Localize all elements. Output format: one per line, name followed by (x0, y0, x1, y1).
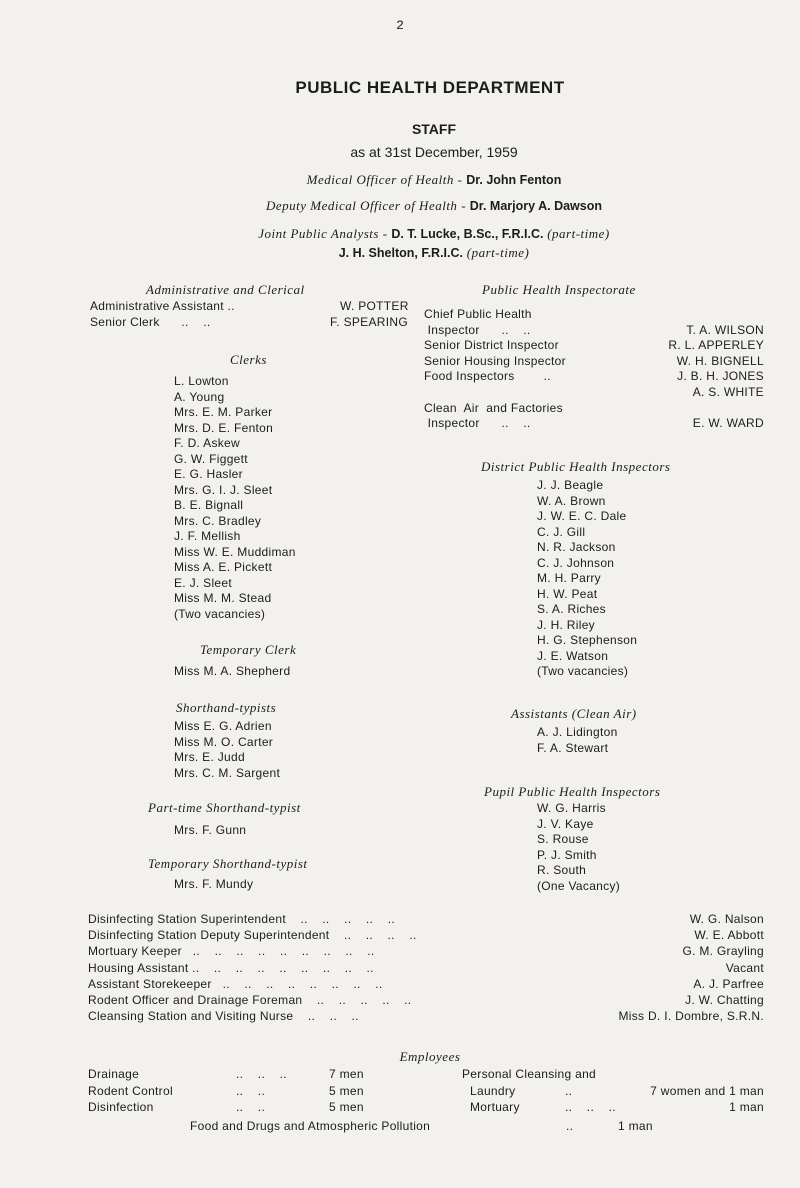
clerks-list (174, 374, 296, 622)
part-time-typist-name: Mrs. F. Gunn (174, 823, 247, 837)
as-at-date: as at 31st December, 1959 (350, 144, 518, 160)
employees-heading: Employees (399, 1049, 461, 1064)
officer-line (0, 226, 800, 243)
inspectorate-label: Chief Public Health (424, 307, 532, 321)
pupil-inspector-name: (One Vacancy) (537, 878, 621, 893)
employee-count: 1 man (729, 1100, 764, 1114)
department-title: PUBLIC HEALTH DEPARTMENT (295, 78, 565, 97)
typist-name: Mrs. C. M. Sargent (174, 765, 281, 780)
post-label: Disinfecting Station Deputy Superintendent .. .. .. .. (88, 928, 417, 943)
district-inspector-name: H. G. Stephenson (537, 633, 638, 647)
inspectorate-name: T. A. WILSON (686, 322, 764, 337)
inspectorate-heading: Public Health Inspectorate (482, 282, 636, 297)
page-number: 2 (396, 18, 404, 33)
clerks-heading: Clerks (230, 352, 267, 367)
district-inspector-name: S. A. Riches (537, 602, 606, 616)
inspectorate-name: E. W. WARD (692, 416, 764, 431)
district-inspector-name: C. J. Gill (537, 524, 586, 539)
food-drugs-dots: .. (566, 1119, 574, 1133)
post-label: Mortuary Keeper .. .. .. .. .. .. .. .. .. (88, 944, 375, 959)
pupil-inspector-name: W. G. Harris (537, 801, 606, 815)
clerk-name: G. W. Figgett (174, 451, 248, 466)
post-label: Assistant Storekeeper .. .. .. .. .. .. .. .. (88, 976, 383, 991)
clerk-name: Mrs. G. I. J. Sleet (174, 482, 273, 497)
assistant-name: A. J. Lidington (537, 725, 618, 739)
employee-count: 7 women and 1 man (650, 1083, 764, 1098)
district-inspector-name: J. H. Riley (537, 617, 595, 632)
clerk-name: J. F. Mellish (174, 529, 241, 543)
temporary-typist-heading: Temporary Shorthand-typist (148, 856, 308, 871)
inspectorate-label: Inspector .. .. (424, 322, 531, 337)
employee-dots: .. .. (236, 1100, 266, 1114)
post-holder: Vacant (725, 960, 764, 975)
employee-category: Rodent Control (88, 1083, 173, 1098)
shorthand-typists-list (174, 719, 280, 781)
part-time-typist-heading: Part-time Shorthand-typist (148, 800, 301, 815)
admin-row-name: F. SPEARING (330, 315, 408, 329)
employee-count: 5 men (329, 1100, 364, 1114)
inspectorate-name: A. S. WHITE (692, 385, 764, 399)
post-holder: G. M. Grayling (682, 944, 764, 959)
employee-count: 5 men (329, 1083, 364, 1098)
food-drugs-label: Food and Drugs and Atmospheric Pollution (190, 1119, 431, 1133)
clerk-name: Miss M. M. Stead (174, 591, 272, 605)
officer-name: J. H. Shelton, F.R.I.C. (338, 246, 464, 260)
officer-line (0, 198, 800, 215)
employee-category: Laundry (470, 1083, 516, 1098)
admin-row-label: Administrative Assistant .. (90, 299, 235, 313)
typist-name: Mrs. E. Judd (174, 750, 245, 764)
staff-heading: STAFF (411, 121, 457, 137)
pupil-inspector-name: P. J. Smith (537, 847, 597, 862)
clerk-name: Miss A. E. Pickett (174, 560, 273, 574)
officer-separator: - (453, 172, 467, 187)
inspectorate-label: Food Inspectors .. (424, 369, 551, 384)
district-inspector-name: H. W. Peat (537, 586, 598, 601)
officer-suffix: (part-time) (543, 226, 610, 241)
clerk-name: Miss W. E. Muddiman (174, 544, 296, 559)
temporary-clerk-heading: Temporary Clerk (200, 642, 297, 657)
post-label: Cleansing Station and Visiting Nurse .. .. .. (88, 1009, 359, 1024)
employee-dots: .. (565, 1083, 573, 1098)
officer-separator: - (457, 198, 470, 213)
employee-category: Drainage (88, 1067, 140, 1081)
clerk-name: E. J. Sleet (174, 575, 232, 590)
officer-title: Deputy Medical Officer of Health (265, 198, 458, 213)
pupil-inspectors-list (537, 801, 620, 894)
clerk-name: L. Lowton (174, 374, 229, 388)
district-inspector-name: (Two vacancies) (537, 664, 629, 678)
district-inspector-name: N. R. Jackson (537, 540, 616, 554)
typist-name: Miss M. O. Carter (174, 734, 274, 749)
clerk-name: Mrs. C. Bradley (174, 513, 262, 528)
temporary-clerk-name: Miss M. A. Shepherd (174, 664, 291, 678)
clerk-name: Mrs. E. M. Parker (174, 405, 273, 419)
inspectorate-label: Inspector .. .. (424, 416, 531, 431)
district-inspector-name: M. H. Parry (537, 571, 601, 585)
assistants-list (537, 725, 618, 756)
pupil-inspector-name: J. V. Kaye (537, 816, 594, 831)
officer-name: Dr. John Fenton (466, 173, 562, 187)
employee-dots: .. .. .. (565, 1100, 616, 1114)
inspectorate-name: J. B. H. JONES (677, 369, 764, 384)
typist-name: Miss E. G. Adrien (174, 719, 272, 733)
admin-row-label: Senior Clerk .. .. (90, 315, 211, 329)
clerk-name: E. G. Hasler (174, 467, 243, 481)
district-inspectors-heading: District Public Health Inspectors (481, 459, 671, 474)
shorthand-typists-heading: Shorthand-typists (176, 700, 277, 715)
post-label: Disinfecting Station Superintendent .. .. .. .. .. (88, 912, 395, 926)
employee-dots: .. .. .. (236, 1067, 287, 1081)
employee-category: Mortuary (470, 1100, 520, 1114)
admin-clerical-heading: Administrative and Clerical (146, 282, 305, 297)
employee-category: Disinfection (88, 1100, 154, 1114)
officer-suffix: (part-time) (463, 245, 530, 260)
post-label: Housing Assistant .. .. .. .. .. .. .. .. .. (88, 960, 374, 975)
pupil-inspectors-heading: Pupil Public Health Inspectors (484, 784, 661, 799)
temporary-typist-name: Mrs. F. Mundy (174, 877, 254, 891)
assistants-heading: Assistants (Clean Air) (511, 706, 637, 721)
assistant-name: F. A. Stewart (537, 740, 609, 755)
officer-title: Joint Public Analysts (258, 226, 379, 241)
post-holder: J. W. Chatting (685, 993, 764, 1007)
post-holder: W. G. Nalson (689, 912, 764, 926)
post-holder: A. J. Parfree (693, 976, 764, 991)
district-inspector-name: J. E. Watson (537, 648, 609, 663)
district-inspector-name: W. A. Brown (537, 493, 606, 508)
officer-line (0, 245, 800, 262)
clerk-name: (Two vacancies) (174, 606, 266, 621)
clerk-name: A. Young (174, 389, 225, 404)
officer-title: Medical Officer of Health (306, 172, 454, 187)
pupil-inspector-name: R. South (537, 863, 587, 877)
inspectorate-label: Senior District Inspector (424, 338, 559, 353)
employee-category: Personal Cleansing and (462, 1067, 597, 1081)
clerk-name: F. D. Askew (174, 436, 240, 450)
inspectorate-label: Senior Housing Inspector (424, 353, 566, 368)
pupil-inspector-name: S. Rouse (537, 832, 589, 846)
clerk-name: B. E. Bignall (174, 498, 244, 512)
food-drugs-value: 1 man (618, 1119, 653, 1133)
employee-count: 7 men (329, 1067, 364, 1081)
district-inspector-name: J. J. Beagle (537, 478, 604, 492)
post-holder: Miss D. I. Dombre, S.R.N. (618, 1009, 764, 1024)
employee-dots: .. .. (236, 1083, 266, 1098)
officer-line (0, 172, 800, 189)
post-label: Rodent Officer and Drainage Foreman .. .. .. .. .. (88, 993, 412, 1007)
district-inspector-name: J. W. E. C. Dale (537, 509, 627, 523)
inspectorate-name: R. L. APPERLEY (668, 338, 764, 353)
inspectorate-name: W. H. BIGNELL (676, 353, 764, 368)
clerk-name: Mrs. D. E. Fenton (174, 420, 274, 435)
officer-name: D. T. Lucke, B.Sc., F.R.I.C. (391, 227, 544, 241)
officer-name: Dr. Marjory A. Dawson (469, 199, 602, 213)
officer-separator: - (378, 226, 392, 241)
inspectorate-label: Clean Air and Factories (424, 400, 563, 415)
post-holder: W. E. Abbott (694, 928, 764, 943)
district-inspector-name: C. J. Johnson (537, 555, 615, 570)
admin-row-name: W. POTTER (340, 299, 409, 313)
district-inspectors-list (537, 478, 637, 680)
